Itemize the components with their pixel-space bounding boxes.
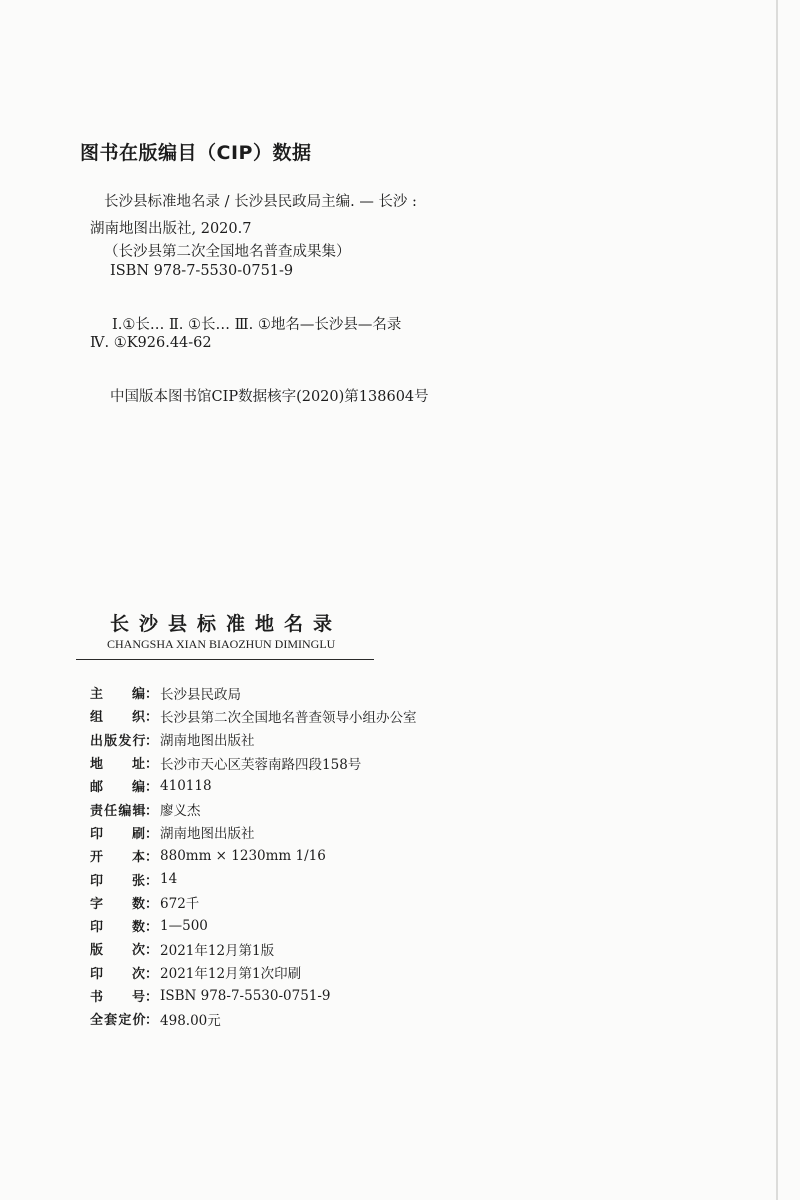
info-label: 书号: [90, 990, 145, 1005]
info-label: 地址: [90, 757, 145, 773]
cip-record-number: 中国版本图书馆CIP数据核字(2020)第138604号: [110, 389, 429, 405]
info-row-price: [90, 1007, 417, 1030]
info-row-printer: [90, 821, 417, 844]
info-row-isbn: [90, 984, 417, 1007]
info-value: 湖南地图出版社: [160, 826, 255, 843]
info-colon: ：: [145, 873, 159, 889]
cip-isbn-line: ISBN 978-7-5530-0751-9: [110, 263, 294, 279]
info-label: 邮编: [90, 780, 145, 796]
info-row-printing: [90, 961, 417, 984]
info-label: 主编: [90, 687, 145, 703]
info-label: 责任编辑: [90, 803, 145, 819]
info-value: 880mm × 1230mm 1/16: [160, 847, 326, 864]
book-title: 长沙县标准地名录: [110, 613, 343, 635]
page-edge-line: [776, 0, 778, 1200]
info-colon: ：: [145, 943, 159, 959]
cip-classification-line-2: Ⅳ. ①K926.44-62: [90, 335, 212, 351]
info-colon: ：: [145, 920, 159, 936]
cip-series-line: （长沙县第二次全国地名普查成果集）: [104, 244, 351, 260]
info-value: 498.00元: [160, 1012, 221, 1029]
info-label: 印数: [90, 920, 145, 936]
info-label: 组织: [90, 710, 145, 726]
info-label: 出版发行: [90, 733, 145, 749]
info-row-format: [90, 844, 417, 867]
info-value: 672千: [160, 896, 200, 913]
info-value: 14: [160, 871, 178, 888]
info-value: ISBN 978-7-5530-0751-9: [160, 987, 331, 1004]
info-row-responsible-editor: [90, 797, 417, 820]
info-row-address: [90, 751, 417, 774]
info-label: 字数: [90, 896, 145, 912]
info-row-sheets: [90, 867, 417, 890]
cip-publisher-line: 湖南地图出版社, 2020.7: [90, 221, 252, 237]
title-divider: [76, 659, 374, 660]
info-colon: ：: [145, 710, 159, 726]
info-label: 印刷: [90, 826, 145, 842]
info-value: 长沙县民政局: [160, 686, 242, 703]
info-row-editor: [90, 681, 417, 704]
info-label: 印张: [90, 873, 145, 889]
info-row-edition: [90, 937, 417, 960]
book-subtitle: CHANGSHA XIAN BIAOZHUN DIMINGLU: [107, 637, 336, 651]
info-label: 全套定价: [90, 1013, 145, 1029]
publication-info-list: [90, 681, 417, 1030]
info-label: 印次: [90, 966, 145, 982]
info-colon: ：: [145, 757, 159, 773]
cip-heading: 图书在版编目（CIP）数据: [80, 142, 312, 164]
info-label: 开本: [90, 850, 145, 866]
info-row-print-run: [90, 914, 417, 937]
info-value: 长沙县第二次全国地名普查领导小组办公室: [160, 709, 417, 726]
info-colon: ：: [145, 990, 159, 1005]
info-label: 版次: [90, 943, 145, 959]
info-value: 2021年12月第1次印刷: [160, 966, 302, 983]
cip-bibliographic-line: 长沙县标准地名录 / 长沙县民政局主编. — 长沙 :: [104, 194, 417, 210]
info-colon: ：: [145, 780, 159, 796]
cip-classification-line: Ⅰ.①长… Ⅱ. ①长… Ⅲ. ①地名—长沙县—名录: [112, 317, 402, 333]
info-value: 410118: [160, 777, 212, 794]
info-colon: ：: [145, 896, 159, 912]
info-colon: ：: [145, 733, 159, 749]
info-row-publisher: [90, 728, 417, 751]
info-value: 2021年12月第1版: [160, 942, 275, 959]
info-row-word-count: [90, 891, 417, 914]
info-colon: ：: [145, 826, 159, 842]
info-row-postcode: [90, 774, 417, 797]
info-colon: ：: [145, 850, 159, 866]
info-row-organizer: [90, 704, 417, 727]
info-value: 廖义杰: [160, 803, 201, 820]
info-colon: ：: [145, 803, 159, 819]
info-colon: ：: [145, 1013, 159, 1029]
info-colon: ：: [145, 687, 159, 703]
info-value: 1—500: [160, 917, 208, 934]
info-colon: ：: [145, 966, 159, 982]
info-value: 湖南地图出版社: [160, 733, 255, 750]
info-value: 长沙市天心区芙蓉南路四段158号: [160, 756, 362, 773]
